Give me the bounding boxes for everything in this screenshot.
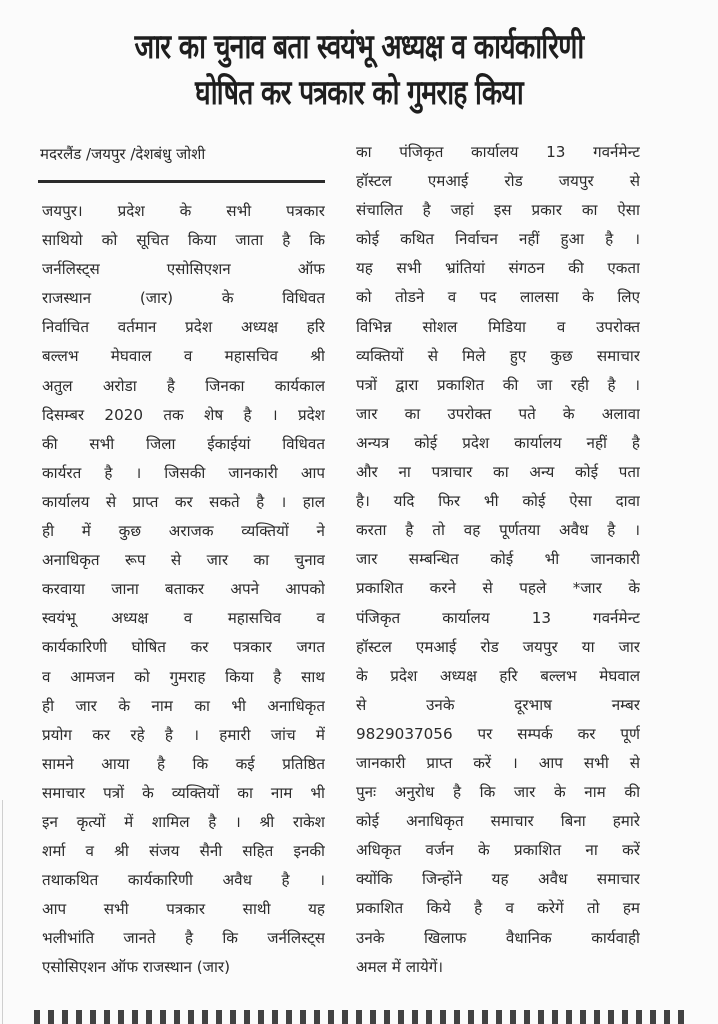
text-line: कोई कथित निर्वाचन नहीं हुआ है । [356, 230, 640, 249]
text-line: व आमजन को गुमराह किया है साथ [42, 667, 325, 686]
text-line: समाचार पत्रों के व्यक्तियों का नाम भी [42, 783, 325, 802]
text-line: जार सम्बन्धित कोई भी जानकारी [356, 550, 640, 569]
text-line: यह सभी भ्रांतियां संगठन की एकता [356, 259, 640, 278]
text-line: साथियो को सूचित किया जाता है कि [42, 231, 325, 250]
text-line: ही में कुछ अराजक व्यक्तियों ने [42, 522, 325, 541]
text-line: अनाधिकृत रूप से जार का चुनाव [42, 551, 325, 570]
article-headline [0, 24, 718, 116]
text-line: कार्यरत है । जिसकी जानकारी आप [42, 463, 325, 482]
text-line: कार्यालय से प्राप्त कर सकते है । हाल [42, 492, 325, 511]
text-line: 9829037056 पर सम्पर्क कर पूर्ण [356, 724, 640, 743]
text-line: शर्मा व श्री संजय सैनी सहित इनकी [42, 842, 325, 861]
text-line: सामने आया है कि कई प्रतिष्ठित [42, 754, 325, 773]
text-line: के प्रदेश अध्यक्ष हरि बल्लभ मेघवाल [356, 666, 640, 685]
text-line: जानकारी प्राप्त करें । आप सभी से [356, 753, 640, 772]
text-line: ही जार के नाम का भी अनाधिकृत [42, 696, 325, 715]
headline-line-1: जार का चुनाव बता स्वयंभू अध्यक्ष व कार्यकारिणी [134, 27, 584, 67]
text-line: पंजिकृत कार्यालय 13 गवर्नमेन्ट [356, 608, 640, 627]
text-line: स्वयंभू अध्यक्ष व महासचिव व [42, 609, 325, 628]
text-line: क्योंकि जिन्होंने यह अवैध समाचार [356, 870, 640, 889]
byline-divider [38, 180, 325, 183]
text-line: प्रकाशित करने से पहले *जार के [356, 579, 640, 598]
text-line: करता है तो वह पूर्णतया अवैध है । [356, 521, 640, 540]
text-line: अमल में लायेगें। [356, 957, 444, 976]
article-column-left [42, 197, 325, 983]
headline-line-2: घोषित कर पत्रकार को गुमराह किया [195, 73, 523, 113]
text-line: की सभी जिला ईकाईयां विधिवत [42, 434, 325, 453]
text-line: अतुल अरोडा है जिनका कार्यकाल [42, 376, 325, 395]
text-line: एसोसिएशन ऑफ राजस्थान (जार) [42, 958, 231, 977]
text-line: बल्लभ मेघवाल व महासचिव श्री [42, 347, 325, 366]
text-line: अन्यत्र कोई प्रदेश कार्यालय नहीं है [356, 433, 640, 452]
article-column-right [356, 138, 640, 982]
text-line: हॉस्टल एमआई रोड जयपुर या जार [356, 637, 640, 656]
text-line: प्रयोग कर रहे है । हमारी जांच में [42, 725, 325, 744]
text-line: राजस्थान (जार) के विधिवत [42, 289, 325, 308]
text-line: पुनः अनुरोध है कि जार के नाम की [356, 783, 640, 802]
text-line: संचालित है जहां इस प्रकार का ऐसा [356, 201, 640, 220]
text-line: हॉस्टल एमआई रोड जयपुर से [356, 172, 640, 191]
text-line: दिसम्बर 2020 तक शेष है । प्रदेश [42, 405, 325, 424]
text-line: निर्वाचित वर्तमान प्रदेश अध्यक्ष हरि [42, 318, 325, 337]
text-line: आप सभी पत्रकार साथी यह [42, 900, 325, 919]
text-line: और ना पत्राचार का अन्य कोई पता [356, 463, 640, 482]
next-article-headline-cropped [34, 1008, 684, 1024]
text-line: पत्रों द्वारा प्रकाशित की जा रही है । [356, 375, 640, 394]
text-line: तथाकथित कार्यकारिणी अवैध है । [42, 871, 325, 890]
text-line: करवाया जाना बताकर अपने आपको [42, 580, 325, 599]
text-line: जर्नलिस्ट्स एसोसिएशन ऑफ [42, 260, 325, 279]
byline: मदरलैंड /जयपुर /देशबंधु जोशी [40, 145, 206, 163]
text-line: से उनके दूरभाष नम्बर [356, 695, 640, 714]
text-line: कोई अनाधिकृत समाचार बिना हमारे [356, 812, 640, 831]
text-line: जयपुर। प्रदेश के सभी पत्रकार [42, 202, 325, 220]
text-line: विभिन्न सोशल मिडिया व उपरोक्त [356, 317, 640, 336]
text-line: अधिकृत वर्जन के प्रकाशित ना करें [356, 841, 640, 860]
text-line: को तोडने व पद लालसा के लिए [356, 288, 640, 307]
text-line: जार का उपरोक्त पते के अलावा [356, 404, 640, 423]
text-line: व्यक्तियों से मिले हुए कुछ समाचार [356, 346, 640, 365]
text-line: का पंजिकृत कार्यालय 13 गवर्नमेन्ट [356, 143, 640, 161]
text-line: प्रकाशित किये है व करेगें तो हम [356, 899, 640, 918]
text-line: कार्यकारिणी घोषित कर पत्रकार जगत [42, 638, 325, 657]
column-border-rule [2, 800, 3, 1024]
text-line: है। यदि फिर भी कोई ऐसा दावा [356, 492, 640, 511]
text-line: इन कृत्यों में शामिल है । श्री राकेश [42, 812, 325, 831]
text-line: उनके खिलाफ वैधानिक कार्यवाही [356, 928, 640, 947]
text-line: भलीभांति जानते है कि जर्नलिस्ट्स [42, 929, 325, 948]
